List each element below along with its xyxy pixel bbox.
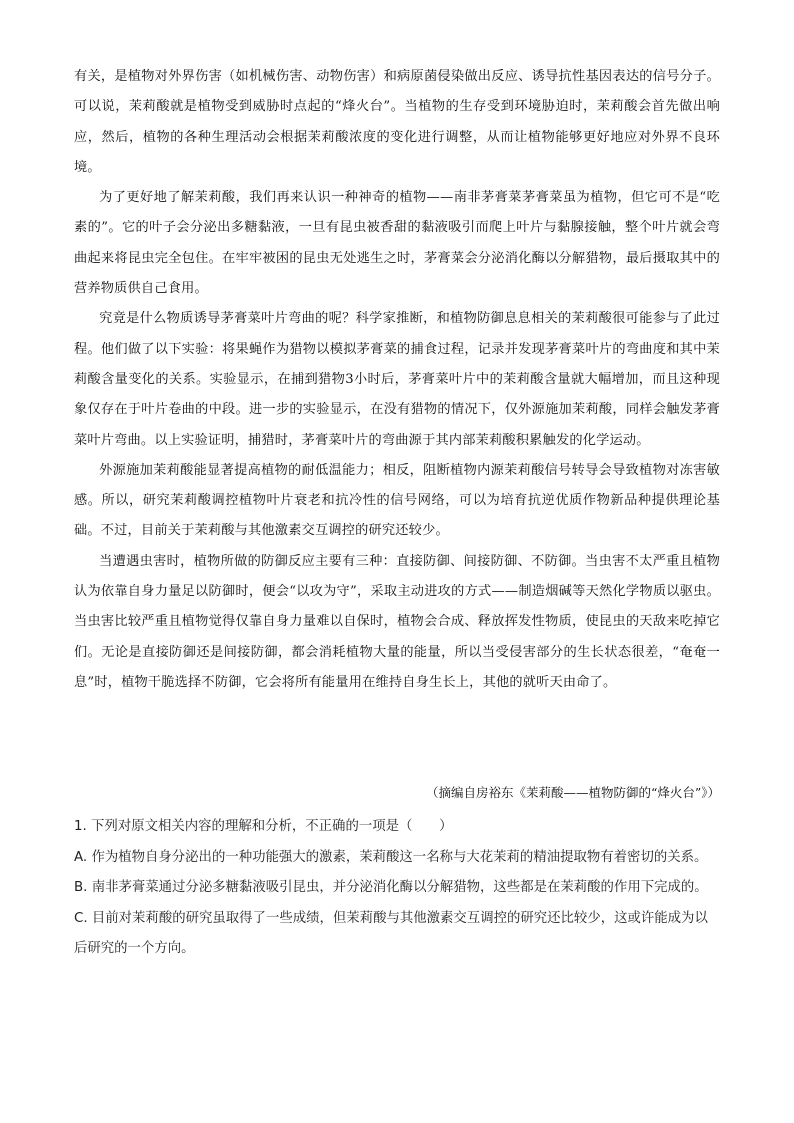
reading-passage: [74, 62, 720, 698]
passage-paragraph: 究竟是什么物质诱导茅膏菜叶片弯曲的呢？科学家推断，和植物防御息息相关的茉莉酸很可能参与了此过程。他们做了以下实验：将果蝇作为猎物以模拟茅膏菜的捕食过程，记录并发现茅膏菜叶片的弯曲度和其中茉莉酸含量变化的关系。实验显示，在捕到猎物3小时后，茅膏菜叶片中的茉莉酸含量就大幅增加，而且这种现象仅存在于叶片卷曲的中段。进一步的实验显示，在没有猎物的情况下，仅外源施加茉莉酸，同样会触发茅膏菜叶片弯曲。以上实验证明，捕猎时，茅膏菜叶片的弯曲源于其内部茉莉酸积累触发的化学运动。: [74, 311, 720, 448]
passage-source: （摘编自房裕东《茉莉酸——植物防御的“烽火台”》）: [425, 785, 720, 800]
question-option-a: A. 作为植物自身分泌出的一种功能强大的激素，茉莉酸这一名称与大花茉莉的精油提取物有着密切的关系。: [74, 849, 708, 865]
question-option-b: B. 南非茅膏菜通过分泌多糖黏液吸引昆虫，并分泌消化酶以分解猎物，这些都是在茉莉酸的作用下完成的。: [74, 880, 708, 895]
passage-paragraph: 当遭遇虫害时，植物所做的防御反应主要有三种：直接防御、间接防御、不防御。当虫害不太严重且植物认为依靠自身力量足以防御时，便会“以攻为守”，采取主动进攻的方式——制造烟碱等天然化学物质以驱虫。当虫害比较严重且植物觉得仅靠自身力量难以自保时，植物会合成、释放挥发性物质，使昆虫的天敌来吃掉它们。无论是直接防御还是间接防御，都会消耗植物大量的能量，所以当受侵害部分的生长状态很差，“奄奄一息”时，植物干脆选择不防御，它会将所有能量用在维持自身生长上，其他的就听天由命了。: [74, 553, 720, 690]
passage-paragraph: 外源施加茉莉酸能显著提高植物的耐低温能力；相反，阻断植物内源茉莉酸信号转导会导致植物对冻害敏感。所以，研究茉莉酸调控植物叶片衰老和抗冷性的信号网络，可以为培育抗逆优质作物新品种提供理论基础。不过，目前关于茉莉酸与其他激素交互调控的研究还较少。: [74, 462, 720, 539]
passage-paragraph: 有关，是植物对外界伤害（如机械伤害、动物伤害）和病原菌侵染做出反应、诱导抗性基因表达的信号分子。可以说，茉莉酸就是植物受到威胁时点起的“烽火台”。当植物的生存受到环境胁迫时，茉莉酸会首先做出响应，然后，植物的各种生理活动会根据茉莉酸浓度的变化进行调整，从而让植物能够更好地应对外界不良环境。: [74, 69, 720, 175]
question-block: [74, 812, 720, 965]
question-option-c: C. 目前对茉莉酸的研究虽取得了一些成绩，但茉莉酸与其他激素交互调控的研究还比较少，这或许能成为以后研究的一个方向。: [74, 910, 708, 956]
question-stem: 1. 下列对原文相关内容的理解和分析，不正确的一项是（ ）: [74, 819, 453, 834]
passage-paragraph: 为了更好地了解茉莉酸，我们再来认识一种神奇的植物——南非茅膏菜茅膏菜虽为植物，但它可不是“吃素的”。它的叶子会分泌出多糖黏液，一旦有昆虫被香甜的黏液吸引而爬上叶片与黏腺接触，整个叶片就会弯曲起来将昆虫完全包住。在牢牢被困的昆虫无处逃生之时，茅膏菜会分泌消化酶以分解猎物，最后摄取其中的营养物质供自己食用。: [74, 190, 720, 297]
